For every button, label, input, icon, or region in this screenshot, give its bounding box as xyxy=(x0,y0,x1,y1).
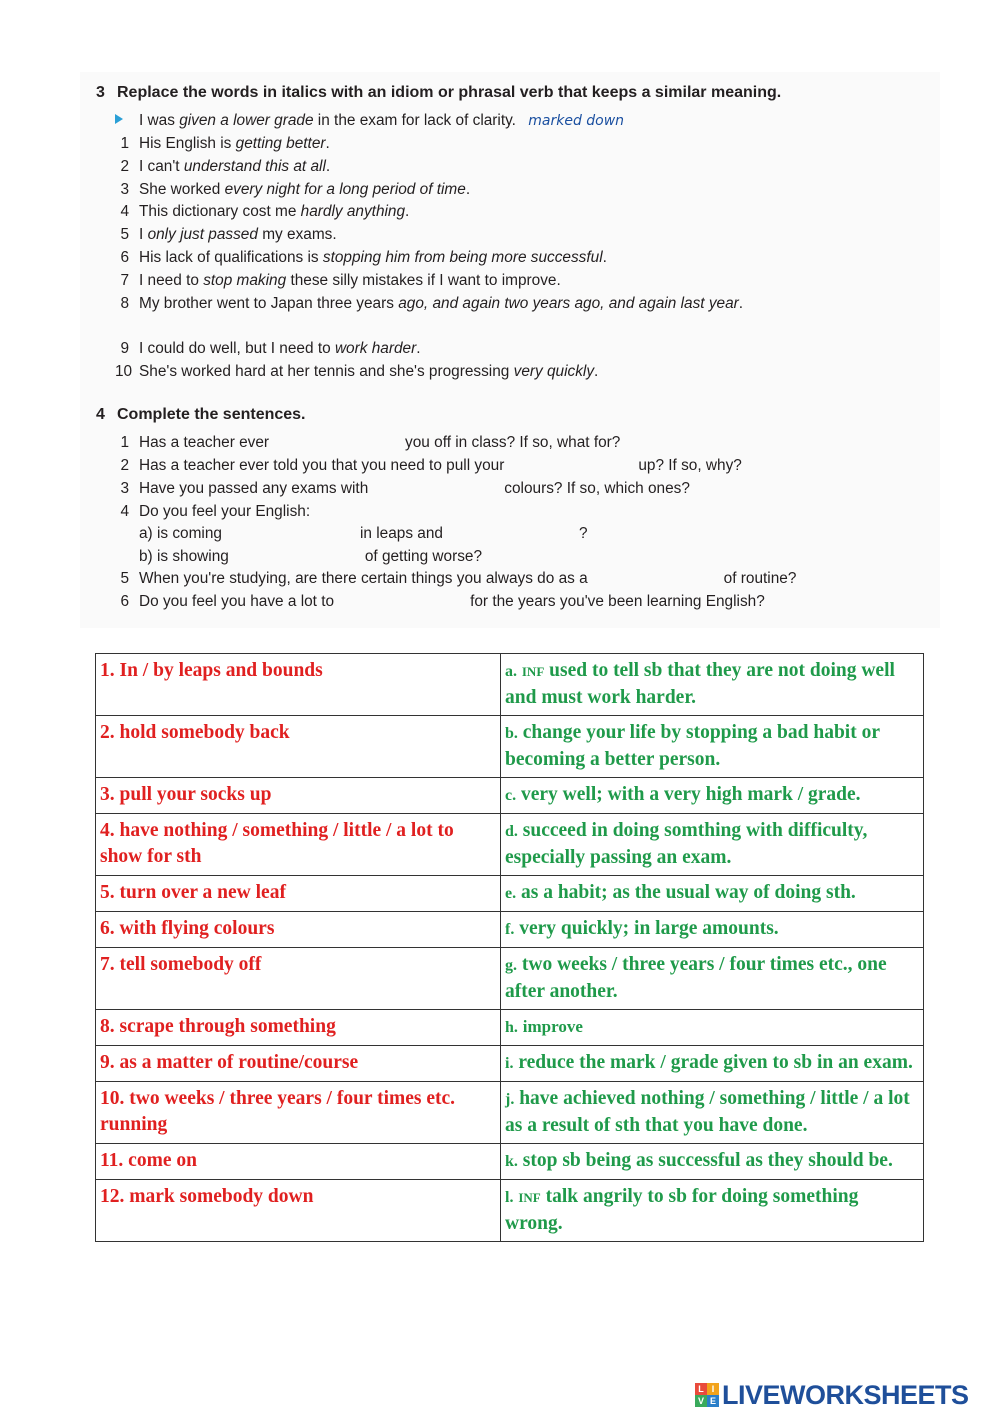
item-text: Do you feel your English: xyxy=(139,503,311,520)
definition-cell xyxy=(501,948,924,1010)
item-italic: stop making xyxy=(203,272,287,289)
table-row xyxy=(96,912,924,948)
definition-letter: e. xyxy=(505,885,517,902)
definition-text: talk angrily to sb for doing something wrong. xyxy=(505,1186,859,1234)
idiom-text: 12. mark somebody down xyxy=(100,1186,314,1207)
idiom-cell xyxy=(96,1180,501,1242)
item-text-end: ? xyxy=(578,525,588,542)
table-row xyxy=(96,948,924,1010)
definition-letter: a. xyxy=(505,663,517,680)
definition-text: very well; with a very high mark / grade. xyxy=(520,784,861,805)
item-number: 7 xyxy=(120,272,129,289)
item-text-end: . xyxy=(594,363,599,380)
exercise-4-number: 4 xyxy=(96,406,105,423)
item-italic: hardly anything xyxy=(300,203,406,220)
idiom-text: 9. as a matter of routine/course xyxy=(100,1052,359,1073)
ex4-item-5 xyxy=(120,570,797,588)
item-text: I need to xyxy=(139,272,204,289)
table-row xyxy=(96,1046,924,1082)
item-text-end: of routine? xyxy=(723,570,797,587)
item-text-mid: in leaps and xyxy=(359,525,443,542)
item-number: 1 xyxy=(120,135,129,152)
item-text-end: for the years you've been learning English? xyxy=(470,593,765,610)
item-number: 5 xyxy=(120,570,129,587)
ex4-item-6 xyxy=(120,593,765,611)
ex3-item-8 xyxy=(120,295,744,313)
item-number: 3 xyxy=(120,480,129,497)
definition-letter: i. xyxy=(505,1055,514,1072)
ex3-item-10 xyxy=(115,363,599,381)
idiom-text: 6. with flying colours xyxy=(100,918,275,939)
definition-letter: c. xyxy=(505,787,517,804)
ex4-item-1 xyxy=(120,434,621,452)
example-answer: marked down xyxy=(528,113,625,129)
item-text: b) is showing xyxy=(139,548,229,565)
exercise-3-example xyxy=(139,112,624,130)
idiom-text: 2. hold somebody back xyxy=(100,722,290,743)
item-text: She's worked hard at her tennis and she's progressing xyxy=(139,363,514,380)
item-number: 6 xyxy=(120,249,129,266)
item-text-end: . xyxy=(465,181,471,198)
table-row xyxy=(96,778,924,814)
definition-letter: h. xyxy=(505,1019,518,1036)
item-text-end: . xyxy=(416,340,421,357)
table-row xyxy=(96,1010,924,1046)
item-number: 10 xyxy=(115,363,133,380)
inf-label: INF xyxy=(518,1190,541,1205)
item-text-end: . xyxy=(738,295,744,312)
logo-square: I xyxy=(707,1383,719,1395)
definition-cell xyxy=(501,1180,924,1242)
item-text-end: colours? If so, which ones? xyxy=(504,480,690,497)
idiom-text: 1. In / by leaps and bounds xyxy=(100,660,323,681)
definition-cell xyxy=(501,912,924,948)
item-italic: ago, and again two years ago, and again last year xyxy=(398,295,739,312)
definition-letter: f. xyxy=(505,921,515,938)
item-number: 8 xyxy=(120,295,129,312)
item-text-end: . xyxy=(325,158,331,175)
definition-text: used to tell sb that they are not doing well and must work harder. xyxy=(505,660,895,708)
idiom-cell xyxy=(96,1010,501,1046)
item-number: 2 xyxy=(120,158,129,175)
item-number: 6 xyxy=(120,593,129,610)
idiom-cell xyxy=(96,1144,501,1180)
idiom-text: 4. have nothing / something / little / a lot to show for sth xyxy=(100,820,454,867)
table-row xyxy=(96,1144,924,1180)
logo-text: LIVEWORKSHEETS xyxy=(722,1379,969,1410)
idiom-cell xyxy=(96,778,501,814)
idiom-cell xyxy=(96,716,501,778)
item-text: When you're studying, are there certain things you always do as a xyxy=(139,570,588,587)
item-text: Have you passed any exams with xyxy=(139,480,369,497)
definition-letter: j. xyxy=(505,1091,515,1108)
item-number: 5 xyxy=(120,226,129,243)
ex3-item-2 xyxy=(120,158,331,176)
exercise-4-heading xyxy=(96,406,306,424)
item-text: This dictionary cost me xyxy=(139,203,301,220)
item-text: Do you feel you have a lot to xyxy=(139,593,335,610)
idiom-cell xyxy=(96,1046,501,1082)
ex3-item-4 xyxy=(120,203,410,221)
definition-text: as a habit; as the usual way of doing sth. xyxy=(520,882,856,903)
definition-text: change your life by stopping a bad habit or becoming a better person. xyxy=(505,722,880,770)
idiom-text: 8. scrape through something xyxy=(100,1016,336,1037)
definition-cell xyxy=(501,1046,924,1082)
item-italic: understand this at all xyxy=(183,158,326,175)
definition-letter: g. xyxy=(505,957,517,974)
item-number: 9 xyxy=(120,340,129,357)
ex4-item-2 xyxy=(120,457,742,475)
example-italic: given a lower grade xyxy=(179,112,314,129)
table-row xyxy=(96,654,924,716)
item-text: His lack of qualifications is xyxy=(139,249,323,266)
idiom-cell xyxy=(96,912,501,948)
example-text-end: in the exam for lack of clarity. xyxy=(313,112,516,129)
item-number: 4 xyxy=(120,203,129,220)
item-text-end: these silly mistakes if I want to improve. xyxy=(286,272,561,289)
item-number: 2 xyxy=(120,457,129,474)
exercise-3-heading xyxy=(96,84,781,102)
item-text: Has a teacher ever xyxy=(139,434,270,451)
table-row xyxy=(96,814,924,876)
idiom-text: 10. two weeks / three years / four times etc. running xyxy=(100,1088,456,1135)
definition-cell xyxy=(501,716,924,778)
item-number: 4 xyxy=(120,503,129,520)
item-text-end: of getting worse? xyxy=(364,548,483,565)
definition-letter: d. xyxy=(505,823,518,840)
idiom-cell xyxy=(96,814,501,876)
item-text: His English is xyxy=(139,135,236,152)
idioms-matching-table xyxy=(95,653,924,1242)
ex3-item-9 xyxy=(120,340,421,358)
inf-label: INF xyxy=(521,664,545,679)
definition-text: improve xyxy=(522,1017,583,1036)
definition-letter: k. xyxy=(505,1153,518,1170)
item-text-end: you off in class? If so, what for? xyxy=(405,434,621,451)
ex3-item-5 xyxy=(120,226,337,244)
definition-cell xyxy=(501,1082,924,1144)
idiom-text: 7. tell somebody off xyxy=(100,954,262,975)
definition-text: have achieved nothing / something / little / a lot as a result of sth that you have done. xyxy=(505,1088,910,1136)
item-text-end: . xyxy=(325,135,330,152)
definition-text: succeed in doing somthing with difficulty, especially passing an exam. xyxy=(505,820,868,868)
item-text-end: . xyxy=(405,203,410,220)
logo-square: L xyxy=(695,1383,707,1395)
play-arrow-icon xyxy=(115,114,123,124)
definition-text: two weeks / three years / four times etc., one after another. xyxy=(505,954,887,1002)
definition-cell xyxy=(501,1010,924,1046)
item-text-end: my exams. xyxy=(257,226,337,243)
item-number: 3 xyxy=(120,181,129,198)
item-italic: getting better xyxy=(235,135,326,152)
ex4-item-4b xyxy=(139,548,482,566)
item-italic: only just passed xyxy=(147,226,258,243)
definition-cell xyxy=(501,814,924,876)
item-text: My brother went to Japan three years xyxy=(139,295,399,312)
item-text: She worked xyxy=(139,181,225,198)
item-text-end: . xyxy=(602,249,607,266)
ex4-item-3 xyxy=(120,480,690,498)
item-text: Has a teacher ever told you that you need to pull your xyxy=(139,457,505,474)
idiom-cell xyxy=(96,654,501,716)
liveworksheets-logo xyxy=(695,1378,969,1412)
table-row xyxy=(96,1082,924,1144)
exercise-3-instruction: Replace the words in italics with an idiom or phrasal verb that keeps a similar meaning. xyxy=(117,84,782,101)
item-text-end: up? If so, why? xyxy=(638,457,742,474)
definition-text: stop sb being as successful as they should be. xyxy=(522,1150,893,1171)
idiom-text: 11. come on xyxy=(100,1150,197,1171)
ex3-item-6 xyxy=(120,249,607,267)
idiom-text: 5. turn over a new leaf xyxy=(100,882,286,903)
idiom-cell xyxy=(96,948,501,1010)
item-italic: every night for a long period of time xyxy=(224,181,466,198)
item-italic: stopping him from being more successful xyxy=(322,249,603,266)
item-italic: work harder xyxy=(334,340,417,357)
idiom-cell xyxy=(96,876,501,912)
exercise-4-instruction: Complete the sentences. xyxy=(117,406,306,423)
ex3-item-3 xyxy=(120,181,471,199)
definition-cell xyxy=(501,778,924,814)
ex3-item-7 xyxy=(120,272,561,290)
ex4-item-4 xyxy=(120,503,311,521)
definition-cell xyxy=(501,654,924,716)
liveworksheets-logo-icon xyxy=(695,1383,719,1407)
idiom-cell xyxy=(96,1082,501,1144)
definition-cell xyxy=(501,1144,924,1180)
definition-letter: l. xyxy=(505,1189,514,1206)
item-text: I xyxy=(139,226,148,243)
definition-text: very quickly; in large amounts. xyxy=(519,918,779,939)
table-row xyxy=(96,716,924,778)
ex4-item-4a xyxy=(139,525,588,543)
table-row xyxy=(96,876,924,912)
ex3-item-1 xyxy=(120,135,330,153)
item-text: a) is coming xyxy=(139,525,222,542)
item-text: I could do well, but I need to xyxy=(139,340,335,357)
definition-letter: b. xyxy=(505,725,518,742)
item-number: 1 xyxy=(120,434,129,451)
example-text: I was xyxy=(139,112,180,129)
definition-cell xyxy=(501,876,924,912)
table-row xyxy=(96,1180,924,1242)
logo-square: V xyxy=(695,1395,707,1407)
item-italic: very quickly xyxy=(513,363,595,380)
exercise-3-number: 3 xyxy=(96,84,105,101)
item-text: I can't xyxy=(139,158,184,175)
logo-square: E xyxy=(707,1395,719,1407)
idiom-text: 3. pull your socks up xyxy=(100,784,272,805)
definition-text: reduce the mark / grade given to sb in an exam. xyxy=(518,1052,913,1073)
